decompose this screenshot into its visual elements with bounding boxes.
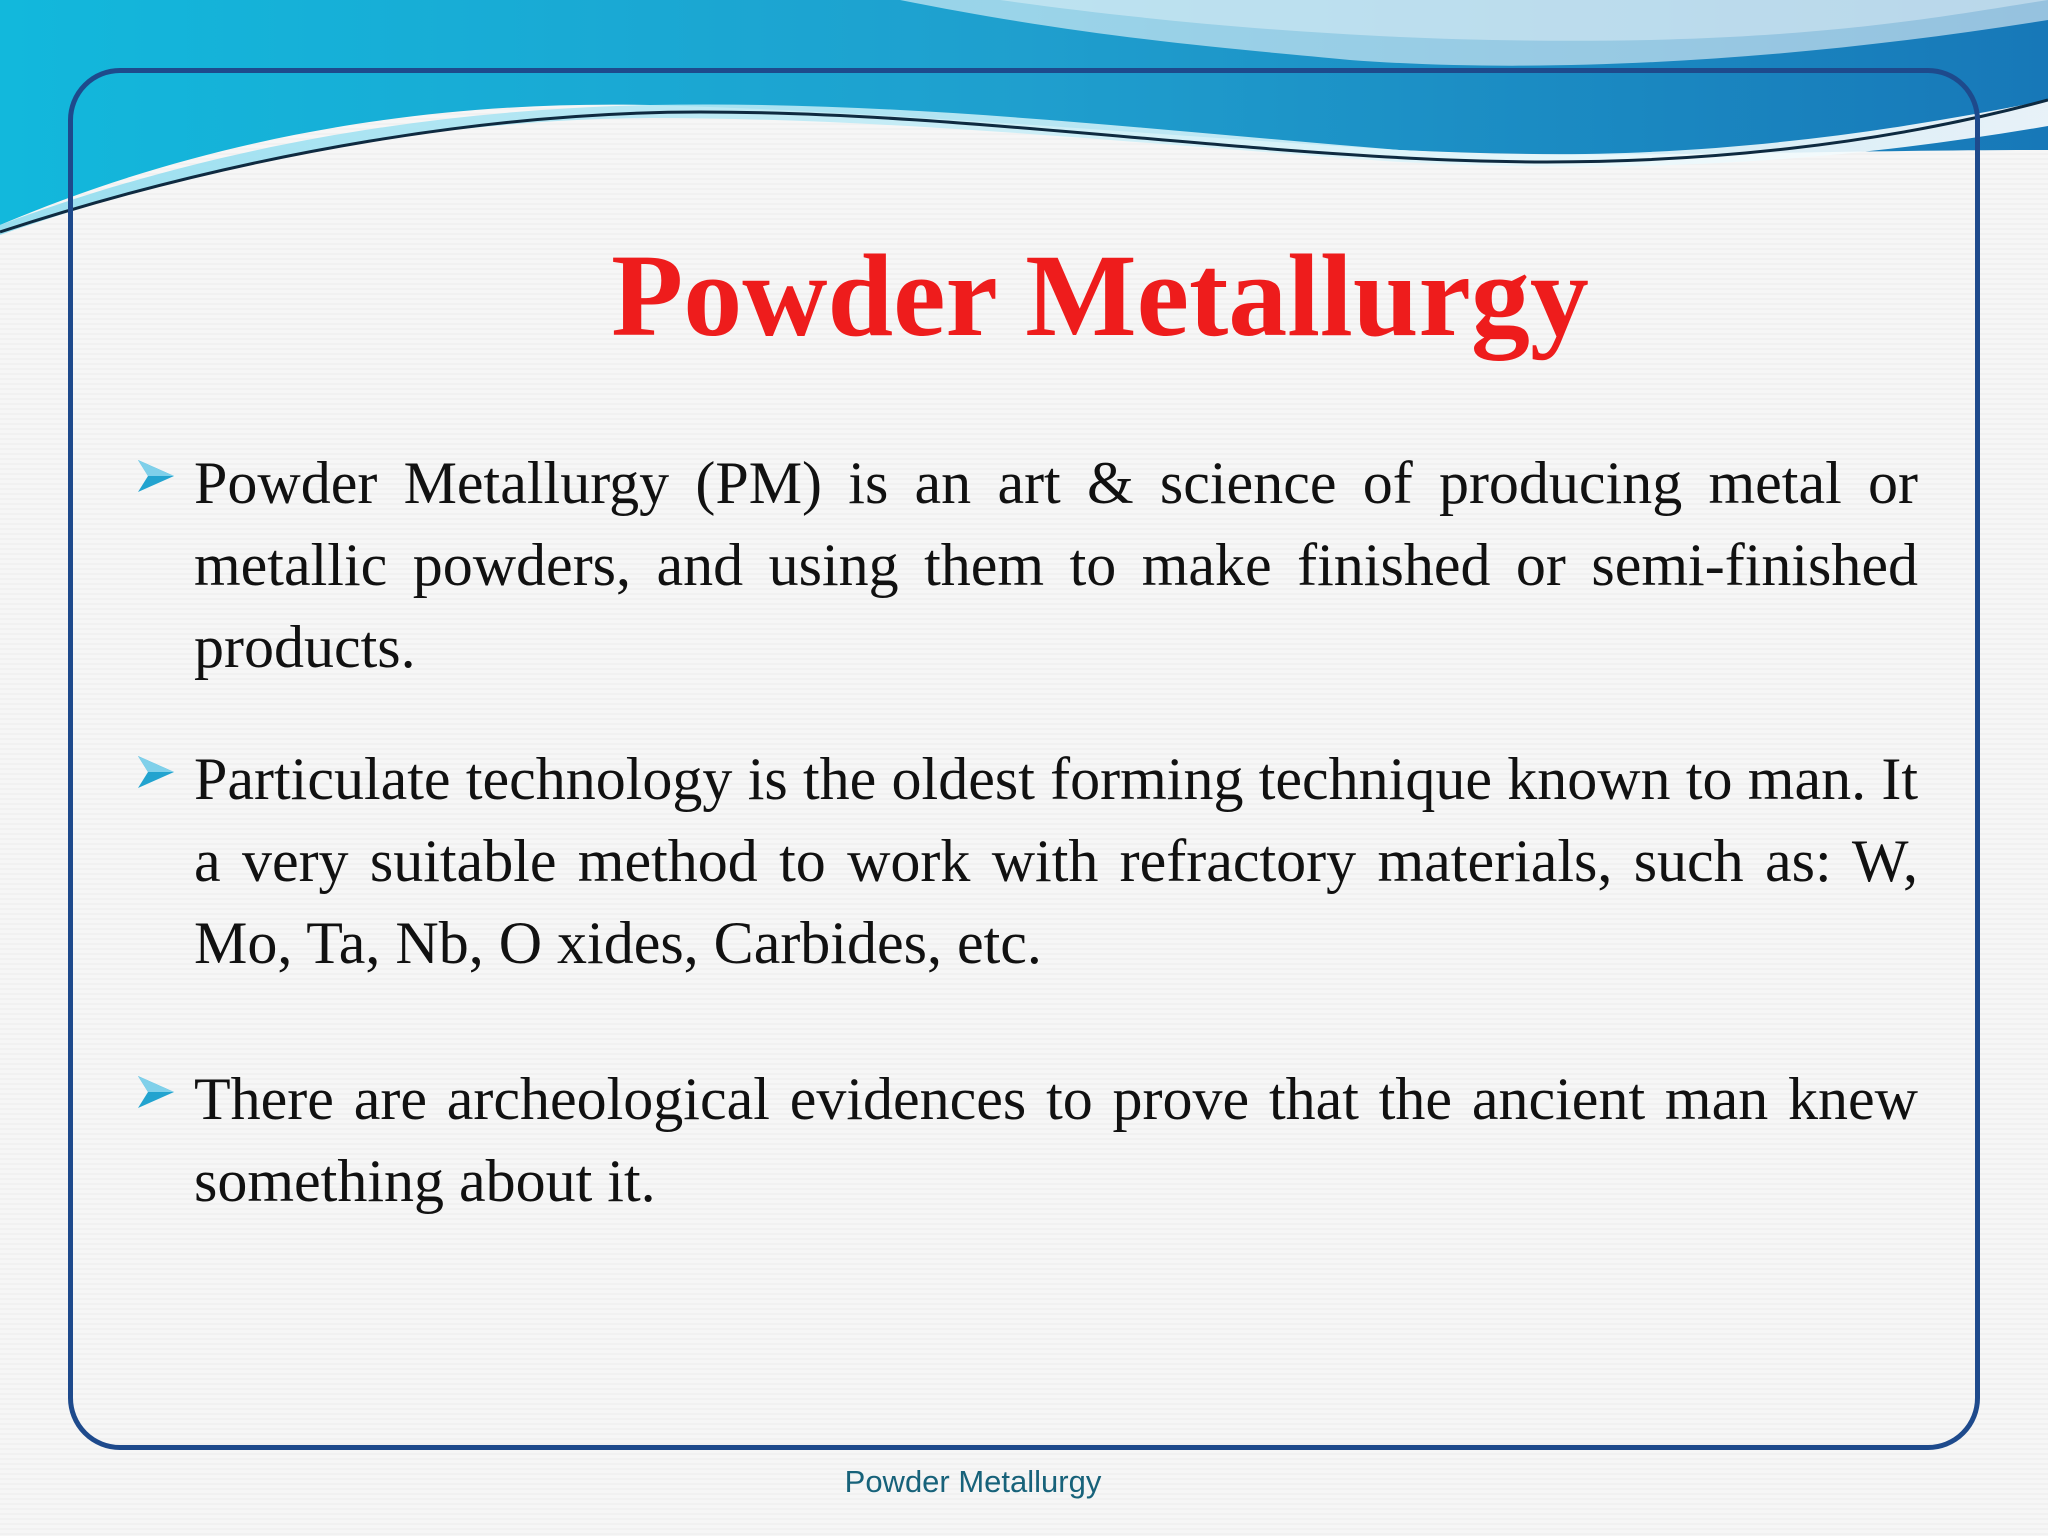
arrowhead-bullet-icon: [136, 1072, 176, 1112]
bullet-item: [136, 738, 1918, 984]
bullet-item: [136, 442, 1918, 688]
bullet-item: [136, 1058, 1918, 1222]
slide-title: Powder Metallurgy: [611, 230, 1589, 361]
slide-footer: Powder Metallurgy: [844, 1464, 1102, 1499]
bullet-text: There are archeological evidences to prove that the ancient man knew something about it.: [194, 1066, 1918, 1214]
arrowhead-bullet-icon: [136, 456, 176, 496]
bullet-text: Particulate technology is the oldest forming technique known to man. It a very suitable method to work with refractory materials, such as: W, Mo, Ta, Nb, O xides, Carbides, etc.: [194, 746, 1918, 976]
bullet-text: Powder Metallurgy (PM) is an art & science of producing metal or metallic powders, and using them to make finished or semi-finished products.: [194, 450, 1918, 680]
arrowhead-bullet-icon: [136, 752, 176, 792]
